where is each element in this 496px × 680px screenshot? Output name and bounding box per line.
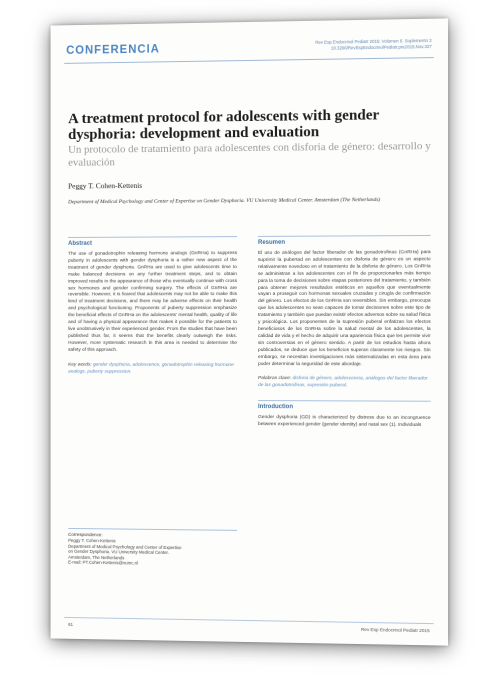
- correspondence-line: Department of Medical Psychology and Center of Expertise: [68, 543, 182, 550]
- correspondence-line: Amsterdam, The Netherlands: [68, 554, 125, 561]
- correspondence-title: Correspondence:: [68, 531, 103, 538]
- palabras-clave-label: Palabras clave:: [257, 376, 292, 382]
- palabras-clave-text: disforia de género, adolescencia, análogos del factor liberador de las gonadotrofinas, supresión puberal.: [257, 376, 428, 389]
- resumen-keywords: [258, 376, 431, 390]
- introduction-heading: Introduction: [258, 400, 431, 411]
- article-title: A treatment protocol for adolescents with gender dysphoria: development and evaluation: [68, 107, 380, 143]
- header-divider: [64, 57, 434, 64]
- section-label: CONFERENCIA: [66, 43, 160, 57]
- introduction-section: [258, 400, 431, 430]
- footer-divider: [64, 617, 434, 624]
- page-number: 61: [68, 621, 74, 627]
- correspondence-line: on Gender Dysphoria. VU University Medical Center.: [68, 548, 169, 556]
- keywords-text: gender dysphoria, adolescence, gonadotrophin releasing hormone analogs, puberty suppression.: [68, 362, 234, 375]
- footer-journal: Rev Esp Endocrinol Pediatr 2015: [360, 626, 430, 634]
- abstract-heading: Abstract: [68, 236, 237, 247]
- article-title-spanish: Un protocolo de tratamiento para adolescentes con disforia de género: desarrollo y evaluación: [68, 139, 431, 169]
- abstract-column: [68, 236, 237, 376]
- resumen-column: [258, 235, 431, 430]
- keywords-label: Key words:: [68, 362, 92, 368]
- resumen-text: El uso de análogos del factor liberador de las gonadotrofinas (GnRHa) para suprimir la pubertad en adolescentes con disforia de género es un aspecto relativamente novedoso en el tratamiento de la disforia de género. Los GnRHa se administran a los adolescentes con el fin de proporcionarles más tiempo para la toma de decisiones sobre etapas posteriores del tratamiento, y también para obtener mejores resultados estéticos en aquellos que eventualmente vayan a proseguir con hormonas sexuales cruzadas y cirugía de confirmación del género. Los efectos de los GnRHa son reversibles. Sin embargo, preocupa que los adolescentes no sean capaces de tomar decisiones sobre este tipo de tratamiento y también que puedan existir efectos adversos sobre su salud física y psicológica. Los proponentes de la supresión puberal enfatizan los efectos beneficiosos de los GnRHa sobre la salud mental de los adolescentes, la calidad de vida y el hecho de adquirir una apariencia física que les permite vivir sin controversias en el género sentido. A partir de los estudios hasta ahora publicados, se deduce que los beneficios superan claramente los riesgos. Sin embargo, se necesitan investigaciones más sistematizadas en esta área para poder determinar la seguridad de este abordaje.: [257, 250, 431, 367]
- correspondence-line: Peggy T. Cohen-Kettenis: [68, 537, 116, 544]
- journal-line-2: 10.3266/RevEspEndocrinolPediatr.pre2015.Nov.327: [330, 43, 432, 51]
- document-page: [51, 18, 449, 645]
- abstract-keywords: [68, 362, 237, 376]
- introduction-text: Gender dysphoria (GD) is characterized by distress due to an incongruence between experienced gender (gender identity) and natal sex (1). Individuals: [257, 415, 431, 429]
- resumen-heading: Resumen: [258, 235, 431, 246]
- journal-line-1: Rev Esp Endocrinol Pediatr 2015; Volumen 6. Suplemento 2: [315, 37, 432, 45]
- correspondence-block: [68, 528, 237, 568]
- correspondence-email: E-mail: PT.Cohen-Kettenis@vumc.nl: [68, 559, 138, 566]
- author-affiliation: Department of Medical Psychology and Center of Expertise on Gender Dysphoria. VU University Medical Center. Amsterdam (The Netherlands): [68, 196, 381, 206]
- author-name: Peggy T. Cohen-Kettenis: [68, 180, 143, 191]
- journal-reference: [315, 38, 431, 51]
- abstract-text: The use of gonadotrophin releasing hormone analogs (GnRHa) to suppress puberty in adolescents with gender dysphoria is a rather new aspect of the treatment of gender dysphoria. GnRHa are used to give adolescents time to make balanced decisions on any further treatment steps, and to obtain improved results in the appearance of those who eventually continue with cross sex hormones and gender confirming surgery. The effects of GnRHa are reversible. However, it is feared that adolescents may not be able to make this kind of treatment decisions, and there may be adverse effects on their health and psychological functioning. Proponents of puberty suppression emphasize the beneficial effects of GnRHa on the adolescents' mental health, quality of life and of having a physical appearance that makes it possible for the patients to live unobtrusively in their experienced gender. From the studies that have been published thus far, it seems that the benefits clearly outweigh the risks. However, more systematic research in this area is needed to determine the safety of this approach.: [68, 251, 238, 353]
